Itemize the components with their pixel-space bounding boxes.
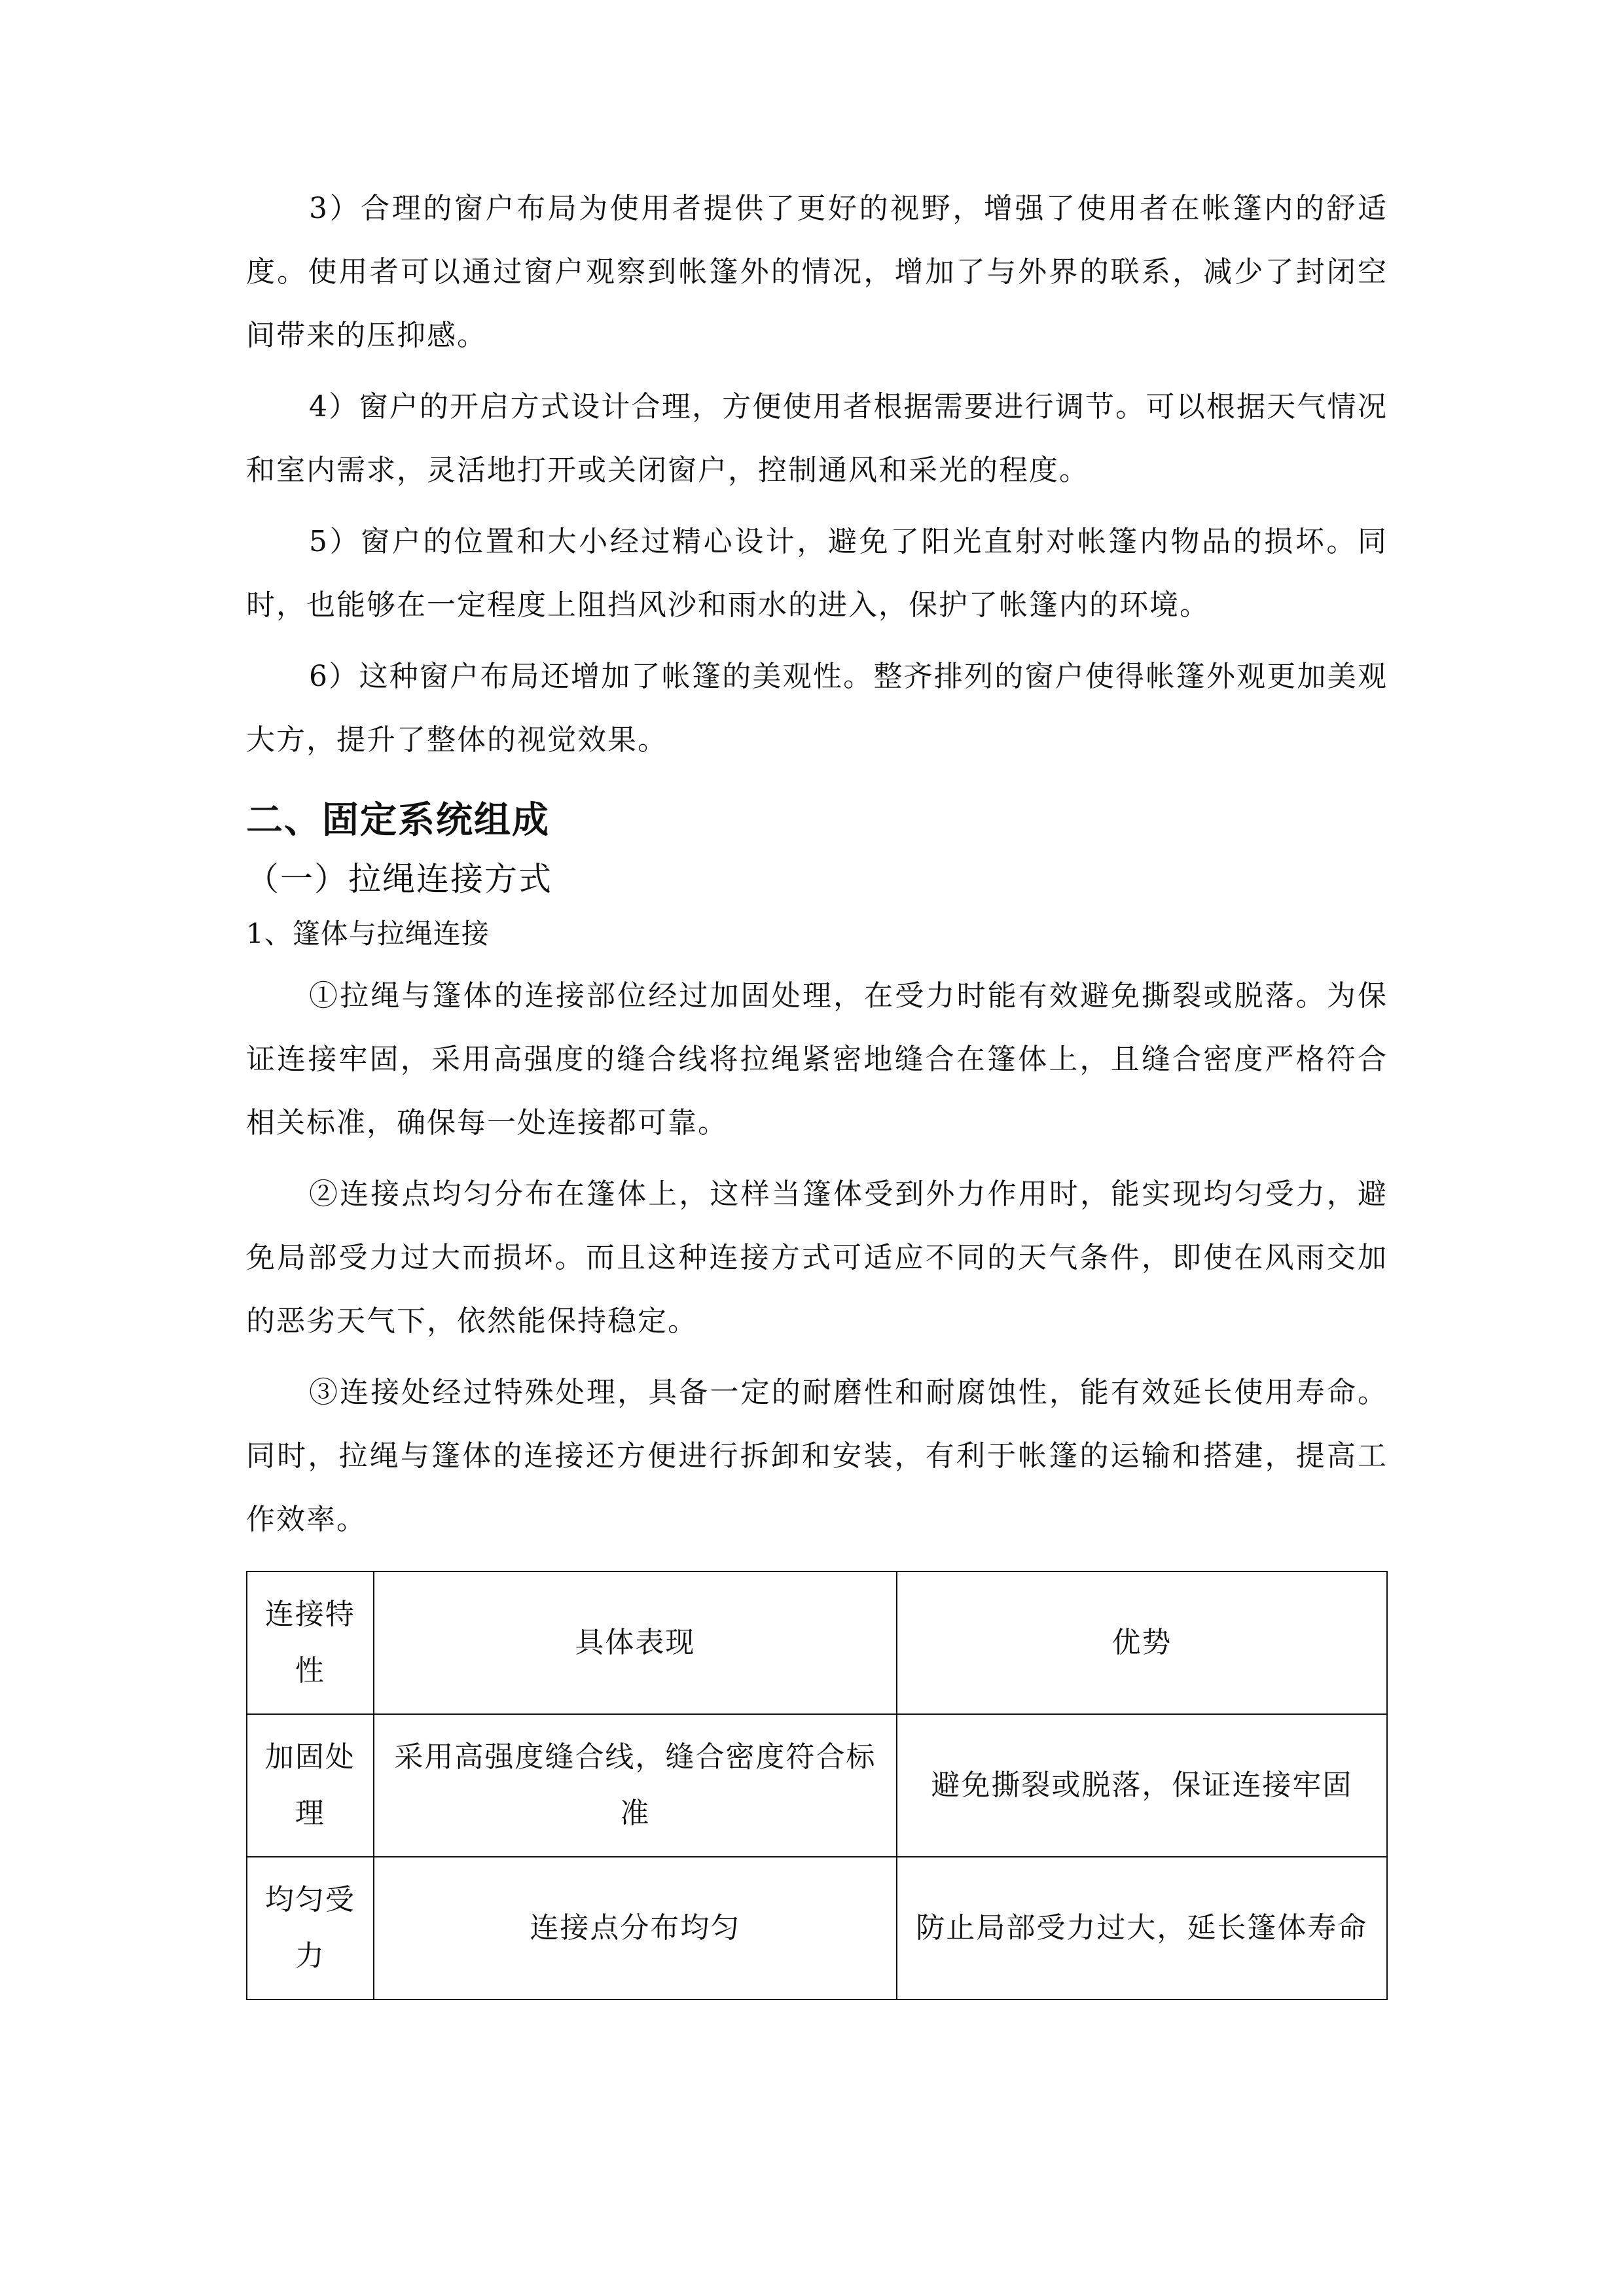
table-cell: 采用高强度缝合线，缝合密度符合标准 [374, 1714, 897, 1857]
table-cell: 连接点分布均匀 [374, 1857, 897, 2000]
point-2: ②连接点均匀分布在篷体上，这样当篷体受到外力作用时，能实现均匀受力，避免局部受力过大而损坏。而且这种连接方式可适应不同的天气条件，即使在风雨交加的恶劣天气下，依然能保持稳定。 [246, 1177, 1388, 1338]
table-cell: 加固处理 [247, 1714, 374, 1857]
table-row [247, 1714, 1387, 1857]
table-cell: 避免撕裂或脱落，保证连接牢固 [897, 1714, 1387, 1857]
paragraph-3: 3）合理的窗户布局为使用者提供了更好的视野，增强了使用者在帐篷内的舒适度。使用者可以通过窗户观察到帐篷外的情况，增加了与外界的联系，减少了封闭空间带来的压抑感。 [246, 192, 1388, 352]
table-header-cell: 连接特性 [247, 1571, 374, 1714]
document-page [246, 177, 1388, 2000]
connection-table [246, 1571, 1388, 2000]
table-header-cell: 优势 [897, 1571, 1387, 1714]
table-cell: 均匀受力 [247, 1857, 374, 2000]
table-row [247, 1857, 1387, 2000]
subsection-heading: （一）拉绳连接方式 [246, 860, 552, 898]
table-header-cell: 具体表现 [374, 1571, 897, 1714]
paragraph-5: 5）窗户的位置和大小经过精心设计，避免了阳光直射对帐篷内物品的损坏。同时，也能够在一定程度上阻挡风沙和雨水的进入，保护了帐篷内的环境。 [246, 525, 1388, 622]
paragraph-4: 4）窗户的开启方式设计合理，方便使用者根据需要进行调节。可以根据天气情况和室内需求，灵活地打开或关闭窗户，控制通风和采光的程度。 [246, 390, 1388, 487]
section-heading: 二、固定系统组成 [246, 799, 550, 842]
table-cell: 防止局部受力过大，延长篷体寿命 [897, 1857, 1387, 2000]
point-3: ③连接处经过特殊处理，具备一定的耐磨性和耐腐蚀性，能有效延长使用寿命。同时，拉绳与篷体的连接还方便进行拆卸和安装，有利于帐篷的运输和搭建，提高工作效率。 [246, 1376, 1388, 1536]
point-1: ①拉绳与篷体的连接部位经过加固处理，在受力时能有效避免撕裂或脱落。为保证连接牢固，采用高强度的缝合线将拉绳紧密地缝合在篷体上，且缝合密度严格符合相关标准，确保每一处连接都可靠。 [246, 979, 1388, 1139]
paragraph-6: 6）这种窗户布局还增加了帐篷的美观性。整齐排列的窗户使得帐篷外观更加美观大方，提升了整体的视觉效果。 [246, 660, 1388, 757]
subsubsection-heading: 1、篷体与拉绳连接 [246, 918, 490, 950]
table-header-row [247, 1571, 1387, 1714]
